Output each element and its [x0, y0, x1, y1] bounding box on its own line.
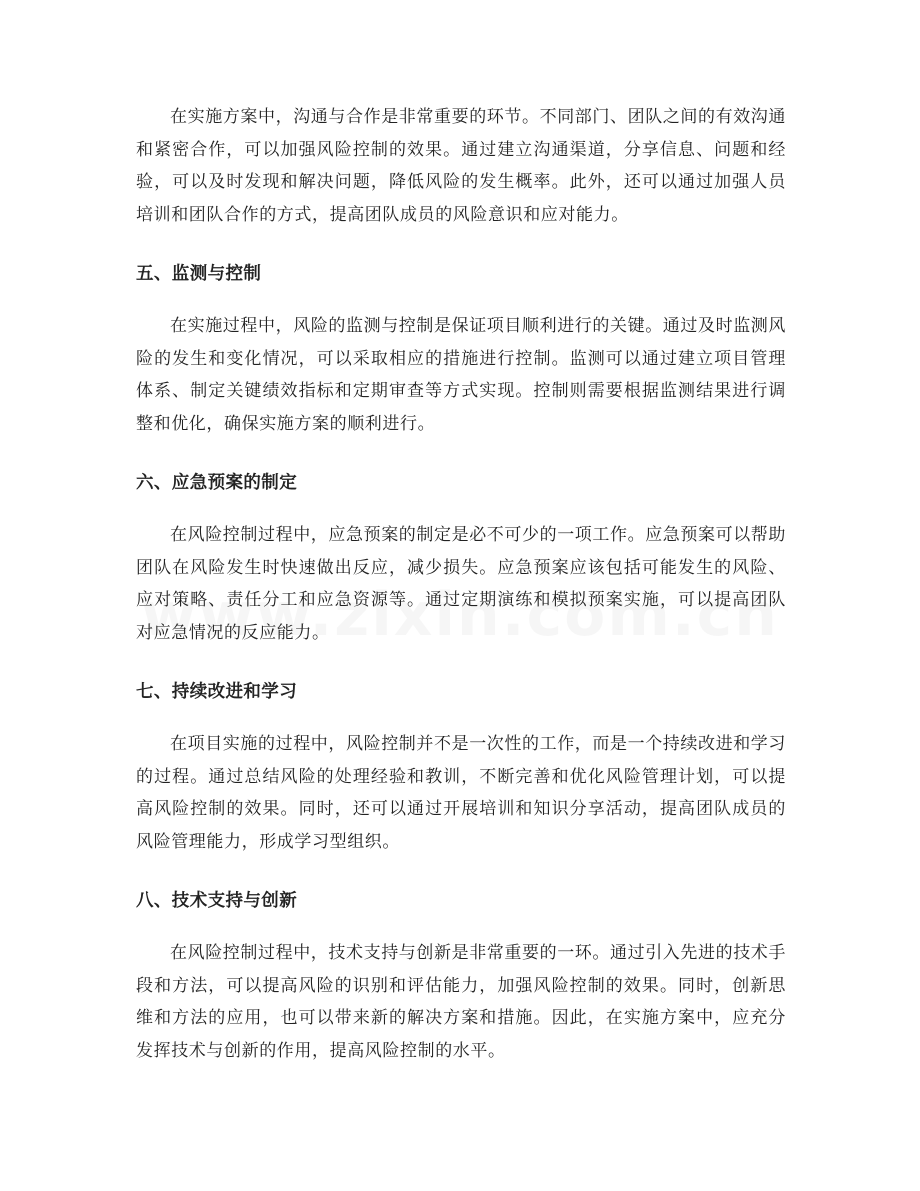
spacer — [136, 708, 786, 728]
spacer — [136, 917, 786, 937]
document-page — [136, 101, 786, 1067]
spacer — [136, 649, 786, 676]
section-paragraph-emergency-plan: 在风险控制过程中，应急预案的制定是必不可少的一项工作。应急预案可以帮助团队在风险发生时快速做出反应，减少损失。应急预案应该包括可能发生的风险、应对策略、责任分工和应急资源等。通过定期演练和模拟预案实施，可以提高团队对应急情况的反应能力。 — [136, 525, 786, 643]
spacer — [136, 290, 786, 310]
spacer — [136, 499, 786, 519]
section-heading-continuous-improvement: 七、持续改进和学习 — [136, 682, 298, 702]
section-heading-tech-innovation: 八、技术支持与创新 — [136, 891, 298, 911]
spacer — [136, 440, 786, 467]
section-heading-monitoring: 五、监测与控制 — [136, 264, 262, 284]
spacer — [136, 231, 786, 258]
section-heading-emergency-plan: 六、应急预案的制定 — [136, 473, 298, 493]
intro-paragraph: 在实施方案中，沟通与合作是非常重要的环节。不同部门、团队之间的有效沟通和紧密合作，可以加强风险控制的效果。通过建立沟通渠道，分享信息、问题和经验，可以及时发现和解决问题，降低风险的发生概率。此外，还可以通过加强人员培训和团队合作的方式，提高团队成员的风险意识和应对能力。 — [136, 107, 786, 225]
section-paragraph-continuous-improvement: 在项目实施的过程中，风险控制并不是一次性的工作，而是一个持续改进和学习的过程。通过总结风险的处理经验和教训，不断完善和优化风险管理计划，可以提高风险控制的效果。同时，还可以通过开展培训和知识分享活动，提高团队成员的风险管理能力，形成学习型组织。 — [136, 734, 786, 852]
spacer — [136, 858, 786, 885]
section-paragraph-monitoring: 在实施过程中，风险的监测与控制是保证项目顺利进行的关键。通过及时监测风险的发生和变化情况，可以采取相应的措施进行控制。监测可以通过建立项目管理体系、制定关键绩效指标和定期审查等方式实现。控制则需要根据监测结果进行调整和优化，确保实施方案的顺利进行。 — [136, 316, 786, 434]
section-paragraph-tech-innovation: 在风险控制过程中，技术支持与创新是非常重要的一环。通过引入先进的技术手段和方法，可以提高风险的识别和评估能力，加强风险控制的效果。同时，创新思维和方法的应用，也可以带来新的解决方案和措施。因此，在实施方案中，应充分发挥技术与创新的作用，提高风险控制的水平。 — [136, 943, 786, 1061]
